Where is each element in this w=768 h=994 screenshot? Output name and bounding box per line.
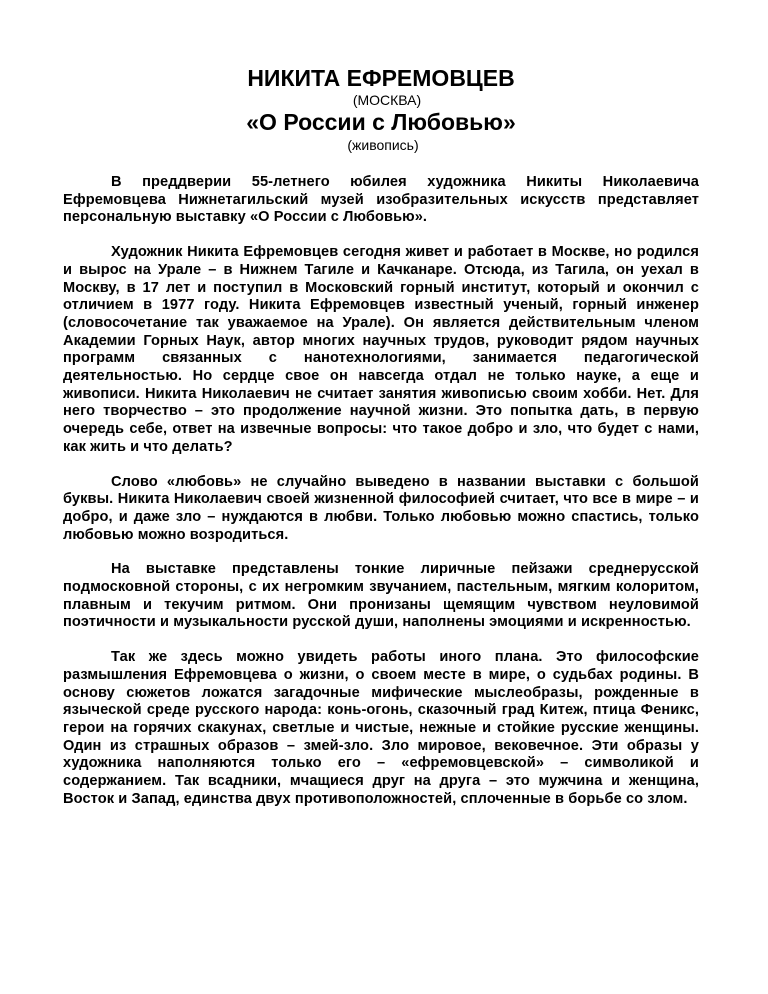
paragraph-intro: В преддверии 55-летнего юбилея художника Никиты Николаевича Ефремовцева Нижнетагильский музей изобразительных искусств представляет персональную выставку «О России с Любовью».	[63, 174, 699, 226]
paragraph-love: Слово «любовь» не случайно выведено в названии выставки с большой буквы. Никита Николаевич своей жизненной философией считает, что все в мире – и добро, и даже зло – нуждаются в любви. Только любовью можно спастись, только любовью можно возродиться.	[63, 473, 699, 543]
exhibition-title: «О России с Любовью»	[246, 109, 516, 135]
paragraph-biography: Художник Никита Ефремовцев сегодня живет и работает в Москве, но родился и вырос на Урале – в Нижнем Тагиле и Качканаре. Отсюда, из Тагила, он уехал в Москву, в 17 лет и поступил в Московский горный институт, который и окончил с отличием в 1977 году. Никита Ефремовцев известный ученый, горный инженер (словосочетание так уважаемое на Урале). Он является действительным членом Академии Горных Наук, автор многих научных трудов, руководит рядом научных программ связанных с нанотехнологиями, занимается педагогической деятельностью. Но сердце свое он навсегда отдал не только науке, а еще и живописи. Никита Николаевич не считает занятия живописью своим хобби. Нет. Для него творчество – это продолжение научной жизни. Это попытка дать, в первую очередь себе, ответ на извечные вопросы: что такое добро и зло, что будет с нами, как жить и что делать?	[63, 244, 699, 455]
author-name: НИКИТА ЕФРЕМОВЦЕВ	[247, 65, 515, 91]
author-city	[63, 92, 699, 108]
paragraph-landscapes: На выставке представлены тонкие лиричные пейзажи среднерусской подмосковной стороны, с их негромким звучанием, пастельным, мягким колоритом, плавным и текучим ритмом. Они пронизаны щемящим чувством неуловимой поэтичности и музыкальности русской души, наполнены эмоциями и искренностью.	[63, 561, 699, 631]
document-page	[63, 64, 699, 826]
genre-label: (живопись)	[347, 137, 419, 153]
article-body	[63, 174, 699, 809]
paragraph-philosophy: Так же здесь можно увидеть работы иного плана. Это философские размышления Ефремовцева о жизни, о своем месте в мире, о судьбах родины. В основу сюжетов ложатся загадочные мифические мыслеобразы, рожденные в языческой среде русского народа: конь-огонь, сказочный град Китеж, птица Феникс, герои на горячих скакунах, светлые и чистые, нежные и стойкие русские женщины. Один из страшных образов – змей-зло. Зло мировое, вековечное. Эти образы у художника наполняются только его – «ефремовцевской» – символикой и содержанием. Так всадники, мчащиеся друг на друга – это мужчина и женщина, Восток и Запад, единства двух противоположностей, сплоченные в борьбе со злом.	[63, 649, 699, 807]
author-city-text: (МОСКВА)	[352, 92, 422, 108]
